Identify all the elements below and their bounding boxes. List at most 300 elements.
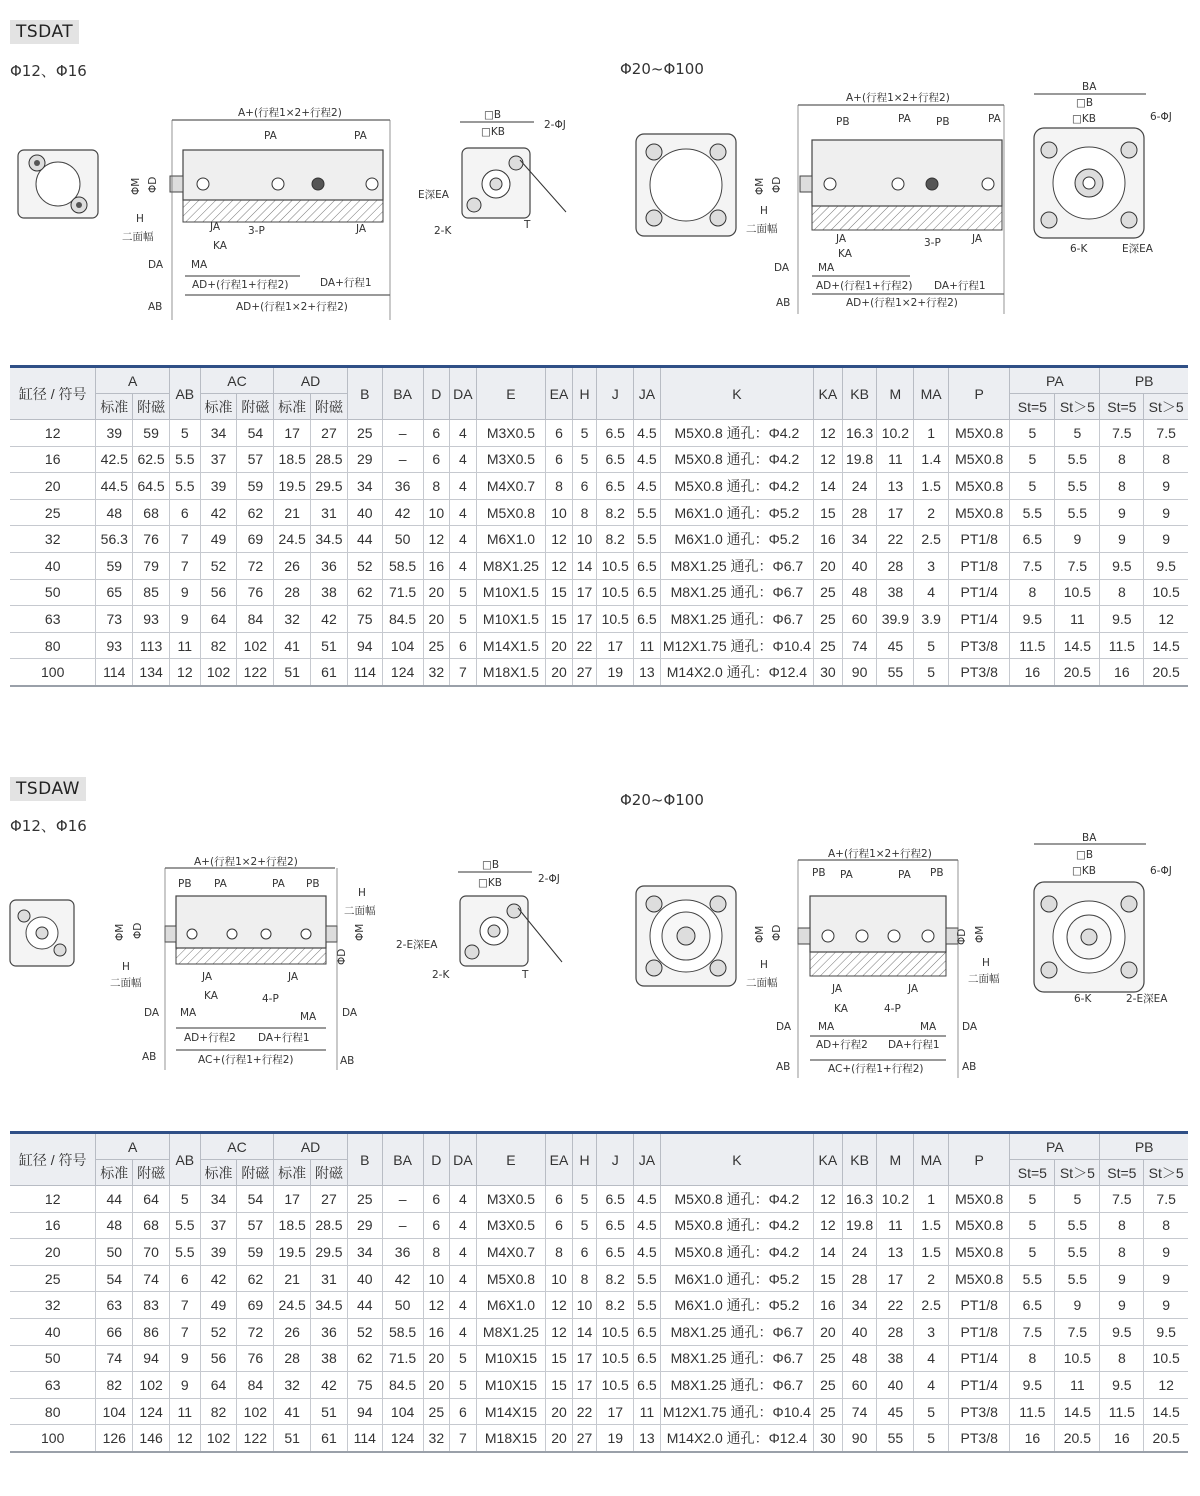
table-cell: 122 [237, 1425, 274, 1452]
table-cell: 114 [347, 1425, 382, 1452]
svg-text:ΦD: ΦD [956, 928, 968, 945]
header-d: D [423, 1133, 450, 1186]
table-cell: 114 [347, 659, 382, 686]
table-cell: 19 [597, 659, 634, 686]
svg-text:AB: AB [340, 1055, 355, 1067]
table-cell: M5X0.8 通孔：Φ4.2 [660, 420, 813, 447]
table-cell: 6.5 [597, 1239, 634, 1266]
table-cell: 32 [274, 606, 311, 633]
table-cell: 5 [914, 1398, 949, 1425]
subheader-ad-std: 标准 [274, 1160, 311, 1186]
svg-text:MA: MA [191, 259, 208, 271]
header-ka: KA [814, 367, 843, 420]
table-cell: 40 [842, 552, 877, 579]
table-cell: 26 [274, 1318, 311, 1345]
large-bore-label: Φ20~Φ100 [620, 791, 704, 809]
table-cell: 34 [347, 1239, 382, 1266]
table-cell: 65 [96, 579, 133, 606]
subheader-pb-st5: St=5 [1100, 394, 1144, 420]
table-cell: 18.5 [274, 446, 311, 473]
table-cell: 5 [1055, 1186, 1100, 1213]
section-tag-tsdaw: TSDAW [10, 777, 86, 801]
table-row [10, 659, 1188, 686]
subheader-pb-st5: St=5 [1100, 1160, 1144, 1186]
table-cell: 19.8 [842, 446, 877, 473]
table-cell: 49 [200, 1292, 237, 1319]
table-cell: 6 [169, 499, 200, 526]
table-cell: 40 [842, 1318, 877, 1345]
table-cell: 102 [200, 659, 237, 686]
table-cell: 82 [200, 632, 237, 659]
table-cell: 90 [842, 1425, 877, 1452]
svg-text:二面幅: 二面幅 [110, 977, 142, 989]
table-cell: 12 [546, 1318, 573, 1345]
table-cell: 8 [1100, 446, 1144, 473]
table-row [10, 1265, 1188, 1292]
svg-text:JA: JA [908, 983, 919, 995]
header-b: B [347, 367, 382, 420]
svg-text:KA: KA [838, 248, 852, 260]
table-row [10, 446, 1188, 473]
table-cell: 39.9 [877, 606, 914, 633]
table-cell: 14.5 [1144, 1398, 1188, 1425]
table-cell: PT1/8 [949, 526, 1010, 553]
table-cell: 86 [133, 1318, 170, 1345]
table-cell: M5X0.8 通孔：Φ4.2 [660, 1212, 813, 1239]
table-cell: 7.5 [1010, 1318, 1055, 1345]
table-row [10, 1239, 1188, 1266]
table-cell: 15 [546, 1372, 573, 1399]
table-cell: 15 [546, 579, 573, 606]
tsdat-small-end-view [418, 109, 566, 237]
table-cell: 14 [572, 552, 597, 579]
table-row [10, 1212, 1188, 1239]
table-cell: 4 [450, 1318, 477, 1345]
table-cell: 83 [133, 1292, 170, 1319]
table-cell: 31 [311, 499, 348, 526]
table-cell: 62 [347, 1345, 382, 1372]
header-bore: 缸径 / 符号 [10, 1133, 96, 1186]
table-cell: 32 [10, 1292, 96, 1319]
table-cell: 75 [347, 1372, 382, 1399]
header-ac: AC [200, 1133, 274, 1160]
tsdat-large-side-view [746, 91, 1004, 314]
header-e: E [476, 1133, 546, 1186]
table-cell: 82 [96, 1372, 133, 1399]
table-cell: 16 [423, 1318, 450, 1345]
svg-text:JA: JA [288, 971, 299, 983]
table-cell: 22 [572, 632, 597, 659]
table-cell: 5.5 [1055, 499, 1100, 526]
table-cell: 48 [96, 499, 133, 526]
table-cell: 6 [423, 1186, 450, 1213]
svg-text:3-P: 3-P [248, 225, 265, 237]
table-cell: 19.5 [274, 1239, 311, 1266]
table-cell: 12 [1144, 1372, 1188, 1399]
svg-text:PA: PA [840, 869, 853, 881]
svg-text:6-ΦJ: 6-ΦJ [1150, 111, 1172, 123]
table-cell: 12 [814, 1212, 843, 1239]
table-cell: 25 [814, 606, 843, 633]
table-cell: 74 [842, 632, 877, 659]
header-ba: BA [382, 1133, 423, 1186]
table-cell: 58.5 [382, 1318, 423, 1345]
table-cell: 8 [423, 473, 450, 500]
table-cell: 32 [423, 1425, 450, 1452]
table-cell: 11 [634, 1398, 661, 1425]
subheader-ad-std: 标准 [274, 394, 311, 420]
table-cell: 25 [814, 1345, 843, 1372]
table-cell: 93 [96, 632, 133, 659]
tsdaw-small-end-view [396, 859, 562, 981]
table-cell: 4 [450, 1239, 477, 1266]
header-ab: AB [169, 367, 200, 420]
table-cell: 76 [237, 1345, 274, 1372]
svg-text:2-K: 2-K [434, 225, 452, 237]
table-cell: 50 [10, 579, 96, 606]
svg-text:□KB: □KB [478, 877, 503, 889]
table-cell: 5 [450, 1345, 477, 1372]
header-pa: PA [1010, 1133, 1100, 1160]
table-cell: 10.5 [597, 1372, 634, 1399]
table-cell: 50 [96, 1239, 133, 1266]
svg-text:H: H [136, 213, 144, 225]
table-cell: 9 [169, 1345, 200, 1372]
svg-text:AC+(行程1+行程2): AC+(行程1+行程2) [198, 1054, 294, 1066]
table-cell: M6X1.0 通孔：Φ5.2 [660, 1265, 813, 1292]
svg-text:PA: PA [272, 878, 285, 890]
header-ma: MA [914, 367, 949, 420]
table-cell: 17 [274, 420, 311, 447]
table-cell: 8 [1144, 446, 1188, 473]
table-cell: 2 [914, 499, 949, 526]
table-cell: 44 [96, 1186, 133, 1213]
table-cell: 39 [200, 1239, 237, 1266]
svg-text:ΦM: ΦM [754, 925, 766, 943]
tsdaw-large-side-view [746, 847, 1000, 1078]
table-cell: 9 [1100, 499, 1144, 526]
table-cell: 5 [572, 446, 597, 473]
table-cell: M14X2.0 通孔：Φ12.4 [660, 1425, 813, 1452]
table-cell: 5.5 [169, 1212, 200, 1239]
table-cell: 7.5 [1010, 552, 1055, 579]
table-cell: 4.5 [634, 420, 661, 447]
svg-text:AC+(行程1+行程2): AC+(行程1+行程2) [828, 1063, 924, 1075]
table-cell: 4 [450, 552, 477, 579]
header-j: J [597, 1133, 634, 1186]
table-cell: M5X0.8 [476, 499, 546, 526]
table-cell: 16.3 [842, 420, 877, 447]
header-ka: KA [814, 1133, 843, 1186]
table-cell: 8 [1144, 1212, 1188, 1239]
table-cell: M8X1.25 通孔：Φ6.7 [660, 1372, 813, 1399]
table-cell: 4.5 [634, 1212, 661, 1239]
table-cell: 27 [572, 1425, 597, 1452]
table-cell: 45 [877, 1398, 914, 1425]
svg-text:PA: PA [898, 869, 911, 881]
table-cell: 30 [814, 659, 843, 686]
table-cell: 12 [10, 1186, 96, 1213]
table-cell: M8X1.25 通孔：Φ6.7 [660, 579, 813, 606]
table-cell: 60 [842, 1372, 877, 1399]
table-cell: 8 [1100, 579, 1144, 606]
table-cell: 102 [237, 1398, 274, 1425]
table-cell: 50 [10, 1345, 96, 1372]
table-cell: 9.5 [1100, 606, 1144, 633]
table-cell: 1.4 [914, 446, 949, 473]
header-ad: AD [274, 367, 348, 394]
table-cell: 72 [237, 1318, 274, 1345]
header-pb: PB [1100, 367, 1188, 394]
svg-text:DA+行程1: DA+行程1 [888, 1039, 940, 1051]
table-cell: – [382, 420, 423, 447]
table-cell: 60 [842, 606, 877, 633]
table-cell: 63 [10, 1372, 96, 1399]
subheader-ad-mag: 附磁 [311, 1160, 348, 1186]
table-cell: 113 [133, 632, 170, 659]
svg-text:E深EA: E深EA [1122, 243, 1153, 255]
table-cell: 5.5 [1055, 446, 1100, 473]
svg-text:PB: PB [306, 878, 320, 890]
table-cell: 26 [274, 552, 311, 579]
table-cell: 5 [1010, 446, 1055, 473]
svg-text:4-P: 4-P [262, 993, 279, 1005]
table-cell: 72 [237, 552, 274, 579]
table-cell: 20 [814, 552, 843, 579]
table-cell: 7 [450, 1425, 477, 1452]
table-cell: 11 [877, 446, 914, 473]
table-cell: 9 [1144, 1292, 1188, 1319]
table-cell: 61 [311, 659, 348, 686]
table-cell: 17 [572, 1372, 597, 1399]
table-cell: M14X1.5 [476, 632, 546, 659]
table-cell: 12 [423, 1292, 450, 1319]
table-cell: 6.5 [634, 1372, 661, 1399]
table-cell: M5X0.8 通孔：Φ4.2 [660, 446, 813, 473]
table-cell: 102 [200, 1425, 237, 1452]
table-cell: 75 [347, 606, 382, 633]
table-cell: 4 [450, 446, 477, 473]
subheader-ad-mag: 附磁 [311, 394, 348, 420]
table-cell: PT1/4 [949, 606, 1010, 633]
table-cell: 19.8 [842, 1212, 877, 1239]
table-cell: 59 [96, 552, 133, 579]
table-cell: 56.3 [96, 526, 133, 553]
table-cell: 19.5 [274, 473, 311, 500]
table-cell: 1.5 [914, 473, 949, 500]
table-cell: 25 [814, 1398, 843, 1425]
table-cell: 16 [1010, 1425, 1055, 1452]
table-cell: 10 [546, 499, 573, 526]
table-cell: 62 [347, 579, 382, 606]
table-cell: 49 [200, 526, 237, 553]
table-cell: 27 [572, 659, 597, 686]
table-cell: 5.5 [1055, 1212, 1100, 1239]
table-cell: 25 [423, 1398, 450, 1425]
svg-text:ΦM: ΦM [130, 177, 142, 195]
table-cell: 59 [237, 473, 274, 500]
header-d: D [423, 367, 450, 420]
svg-text:6-ΦJ: 6-ΦJ [1150, 865, 1172, 877]
table-cell: 9.5 [1100, 552, 1144, 579]
table-cell: 5 [1055, 420, 1100, 447]
svg-text:AB: AB [148, 301, 163, 313]
table-cell: M5X0.8 [949, 420, 1010, 447]
svg-text:□KB: □KB [1072, 865, 1097, 877]
table-cell: M8X1.25 [476, 1318, 546, 1345]
table-cell: 10 [423, 499, 450, 526]
table-cell: 27 [311, 420, 348, 447]
svg-text:AB: AB [962, 1061, 977, 1073]
table-cell: PT1/8 [949, 1292, 1010, 1319]
table-cell: 22 [572, 1398, 597, 1425]
table-cell: 9 [1100, 1265, 1144, 1292]
table-cell: M6X1.0 通孔：Φ5.2 [660, 1292, 813, 1319]
table-cell: 93 [133, 606, 170, 633]
table-cell: 64.5 [133, 473, 170, 500]
svg-text:ΦM: ΦM [974, 925, 986, 943]
table-cell: 6.5 [634, 1318, 661, 1345]
table-cell: 4 [450, 1186, 477, 1213]
svg-text:PA: PA [988, 113, 1001, 125]
svg-text:DA: DA [148, 259, 164, 271]
tsdaw-large-end-view [1034, 832, 1172, 1005]
table-cell: 58.5 [382, 552, 423, 579]
svg-text:DA: DA [962, 1021, 978, 1033]
svg-text:AD+(行程1+行程2): AD+(行程1+行程2) [192, 279, 289, 291]
table-cell: 4 [914, 579, 949, 606]
svg-text:H: H [122, 961, 130, 973]
header-m: M [877, 1133, 914, 1186]
table-cell: 11 [169, 632, 200, 659]
table-cell: 48 [842, 579, 877, 606]
table-cell: 1.5 [914, 1212, 949, 1239]
table-cell: 17 [597, 1398, 634, 1425]
table-cell: 54 [237, 420, 274, 447]
table-cell: 82 [200, 1398, 237, 1425]
table-cell: 17 [597, 632, 634, 659]
table-cell: 25 [814, 632, 843, 659]
table-cell: 16 [10, 1212, 96, 1239]
table-cell: 5 [914, 1425, 949, 1452]
table-cell: 54 [237, 1186, 274, 1213]
table-cell: 6 [423, 420, 450, 447]
table-cell: 7 [450, 659, 477, 686]
table-cell: M8X1.25 通孔：Φ6.7 [660, 1318, 813, 1345]
header-ea: EA [546, 1133, 573, 1186]
header-bore: 缸径 / 符号 [10, 367, 96, 420]
table-cell: 16 [1100, 1425, 1144, 1452]
table-cell: PT3/8 [949, 1425, 1010, 1452]
subheader-pa-st5: St=5 [1010, 394, 1055, 420]
svg-text:MA: MA [180, 1007, 197, 1019]
table-cell: 11 [634, 632, 661, 659]
table-cell: 13 [634, 659, 661, 686]
subheader-a-mag: 附磁 [133, 1160, 170, 1186]
table-cell: 94 [347, 1398, 382, 1425]
table-cell: 6 [450, 632, 477, 659]
header-ab: AB [169, 1133, 200, 1186]
svg-text:2-E深EA: 2-E深EA [1126, 993, 1168, 1005]
table-cell: 9 [1100, 526, 1144, 553]
table-cell: 70 [133, 1239, 170, 1266]
table-cell: 20.5 [1144, 659, 1188, 686]
table-cell: 2.5 [914, 526, 949, 553]
table-row [10, 499, 1188, 526]
table-cell: 40 [10, 552, 96, 579]
table-cell: 5.5 [1055, 473, 1100, 500]
table-cell: 12 [169, 659, 200, 686]
table-cell: 5 [450, 1372, 477, 1399]
table-cell: M6X1.0 通孔：Φ5.2 [660, 499, 813, 526]
table-cell: 14 [814, 1239, 843, 1266]
table-cell: 5.5 [1010, 1265, 1055, 1292]
table-cell: 50 [382, 526, 423, 553]
header-k: K [660, 367, 813, 420]
table-cell: 4.5 [634, 473, 661, 500]
table-cell: 6.5 [634, 552, 661, 579]
table-cell: PT1/8 [949, 552, 1010, 579]
table-cell: 71.5 [382, 1345, 423, 1372]
svg-text:PA: PA [214, 878, 227, 890]
table-cell: 42.5 [96, 446, 133, 473]
table-cell: 76 [237, 579, 274, 606]
table-cell: 10.5 [1144, 1345, 1188, 1372]
table-cell: 64 [200, 1372, 237, 1399]
table-cell: 29 [347, 1212, 382, 1239]
svg-text:DA: DA [774, 262, 790, 274]
header-h: H [572, 367, 597, 420]
table-cell: – [382, 446, 423, 473]
table-cell: 6 [546, 446, 573, 473]
table-cell: 36 [382, 1239, 423, 1266]
table-row [10, 1345, 1188, 1372]
table-cell: 9 [1144, 499, 1188, 526]
table-cell: 51 [274, 1425, 311, 1452]
table-cell: 55 [877, 659, 914, 686]
table-cell: 12 [814, 420, 843, 447]
header-b: B [347, 1133, 382, 1186]
svg-text:PA: PA [264, 130, 277, 142]
table-cell: 25 [423, 632, 450, 659]
table-cell: 7.5 [1100, 420, 1144, 447]
table-cell: 4 [450, 1212, 477, 1239]
svg-text:JA: JA [972, 233, 983, 245]
svg-text:ΦM: ΦM [754, 177, 766, 195]
svg-text:2-E深EA: 2-E深EA [396, 939, 438, 951]
table-cell: 7.5 [1144, 1186, 1188, 1213]
header-a: A [96, 367, 170, 394]
table-cell: 9.5 [1144, 1318, 1188, 1345]
table-cell: M5X0.8 [949, 1239, 1010, 1266]
table-cell: 7 [169, 1292, 200, 1319]
table-cell: 5.5 [1055, 1239, 1100, 1266]
table-cell: 61 [311, 1425, 348, 1452]
table-cell: 126 [96, 1425, 133, 1452]
table-cell: 36 [382, 473, 423, 500]
table-cell: 42 [311, 606, 348, 633]
table-cell: 57 [237, 1212, 274, 1239]
table-cell: 8 [1100, 1212, 1144, 1239]
table-cell: 42 [382, 499, 423, 526]
table-cell: 5 [572, 420, 597, 447]
svg-text:DA: DA [144, 1007, 160, 1019]
table-cell: 16 [1100, 659, 1144, 686]
table-cell: 28 [274, 579, 311, 606]
table-cell: 104 [382, 632, 423, 659]
table-cell: 10 [423, 1265, 450, 1292]
table-cell: PT1/8 [949, 1318, 1010, 1345]
